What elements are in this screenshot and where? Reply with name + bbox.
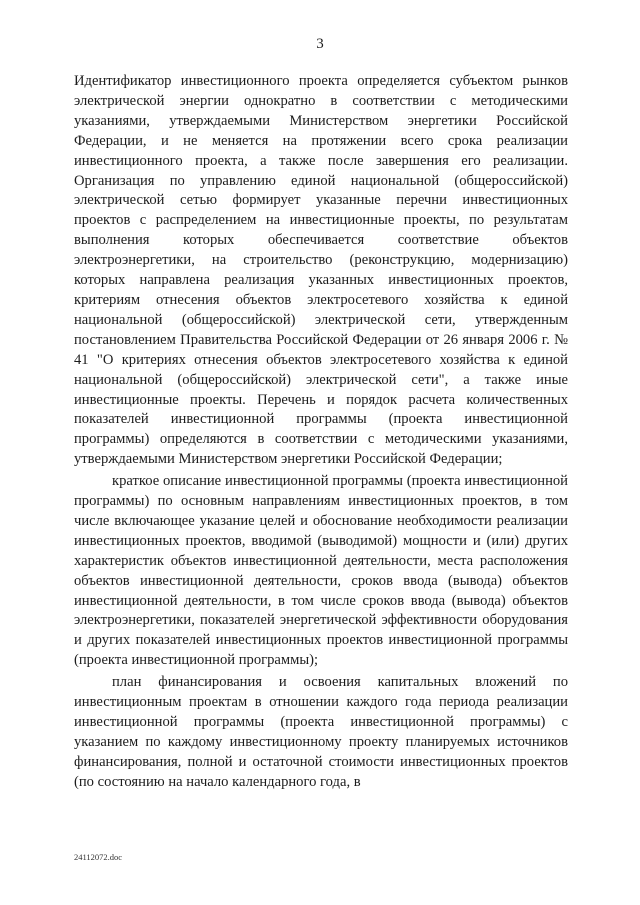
page-number: 3: [316, 36, 324, 52]
paragraph-financing-plan: план финансирования и освоения капитальных вложений по инвестиционным проектам в отношении каждого года периода реализации инвестиционной программы (проекта инвестиционной программы) с указанием по каждому инвестиционному проекту планируемых источников финансирования, полной и остаточной стоимости инвестиционных проектов (по состоянию на начало календарного года, в: [74, 674, 568, 790]
document-body: [74, 72, 568, 793]
paragraph-short-description: краткое описание инвестиционной программы (проекта инвестиционной программы) по основным направлениям инвестиционных проектов, в том числе включающее указание целей и обоснование необходимости реализации инвестиционных проектов, вводимой (выводимой) мощности и (или) других характеристик объектов инвестиционной деятельности, места расположения объектов инвестиционной деятельности, сроков ввода (вывода) объектов инвестиционной деятельности, в том числе сроков ввода (вывода) объектов электроэнергетики, показателей энергетической эффективности оборудования и других показателей инвестиционных проектов инвестиционной программы (проекта инвестиционной программы);: [74, 473, 568, 669]
footer-file-reference: 24112072.doc: [74, 852, 123, 862]
paragraph-identifier: Идентификатор инвестиционного проекта определяется субъектом рынков электрической энергии однократно в соответствии с методическими указаниями, утверждаемыми Министерством энергетики Российской Федерации, и не меняется на протяжении всего срока реализации инвестиционного проекта, а также после завершения его реализации. Организация по управлению единой национальной (общероссийской) электрической сетью формирует указанные перечни инвестиционных проектов с распределением на инвестиционные проекты, по результатам выполнения которых обеспечивается соответствие объектов электроэнергетики, на строительство (реконструкцию, модернизацию) которых направлена реализация указанных инвестиционных проектов, критериям отнесения объектов электросетевого хозяйства к единой национальной (общероссийской) электрической сети, утвержденным постановлением Правительства Российской Федерации от 26 января 2006 г. № 41 "О критериях отнесения объектов электросетевого хозяйства к единой национальной (общероссийской) электрической сети", а также иные инвестиционные проекты. Перечень и порядок расчета количественных показателей инвестиционной программы (проекта инвестиционной программы) определяются в соответствии с методическими указаниями, утверждаемыми Министерством энергетики Российской Федерации;: [74, 73, 568, 468]
